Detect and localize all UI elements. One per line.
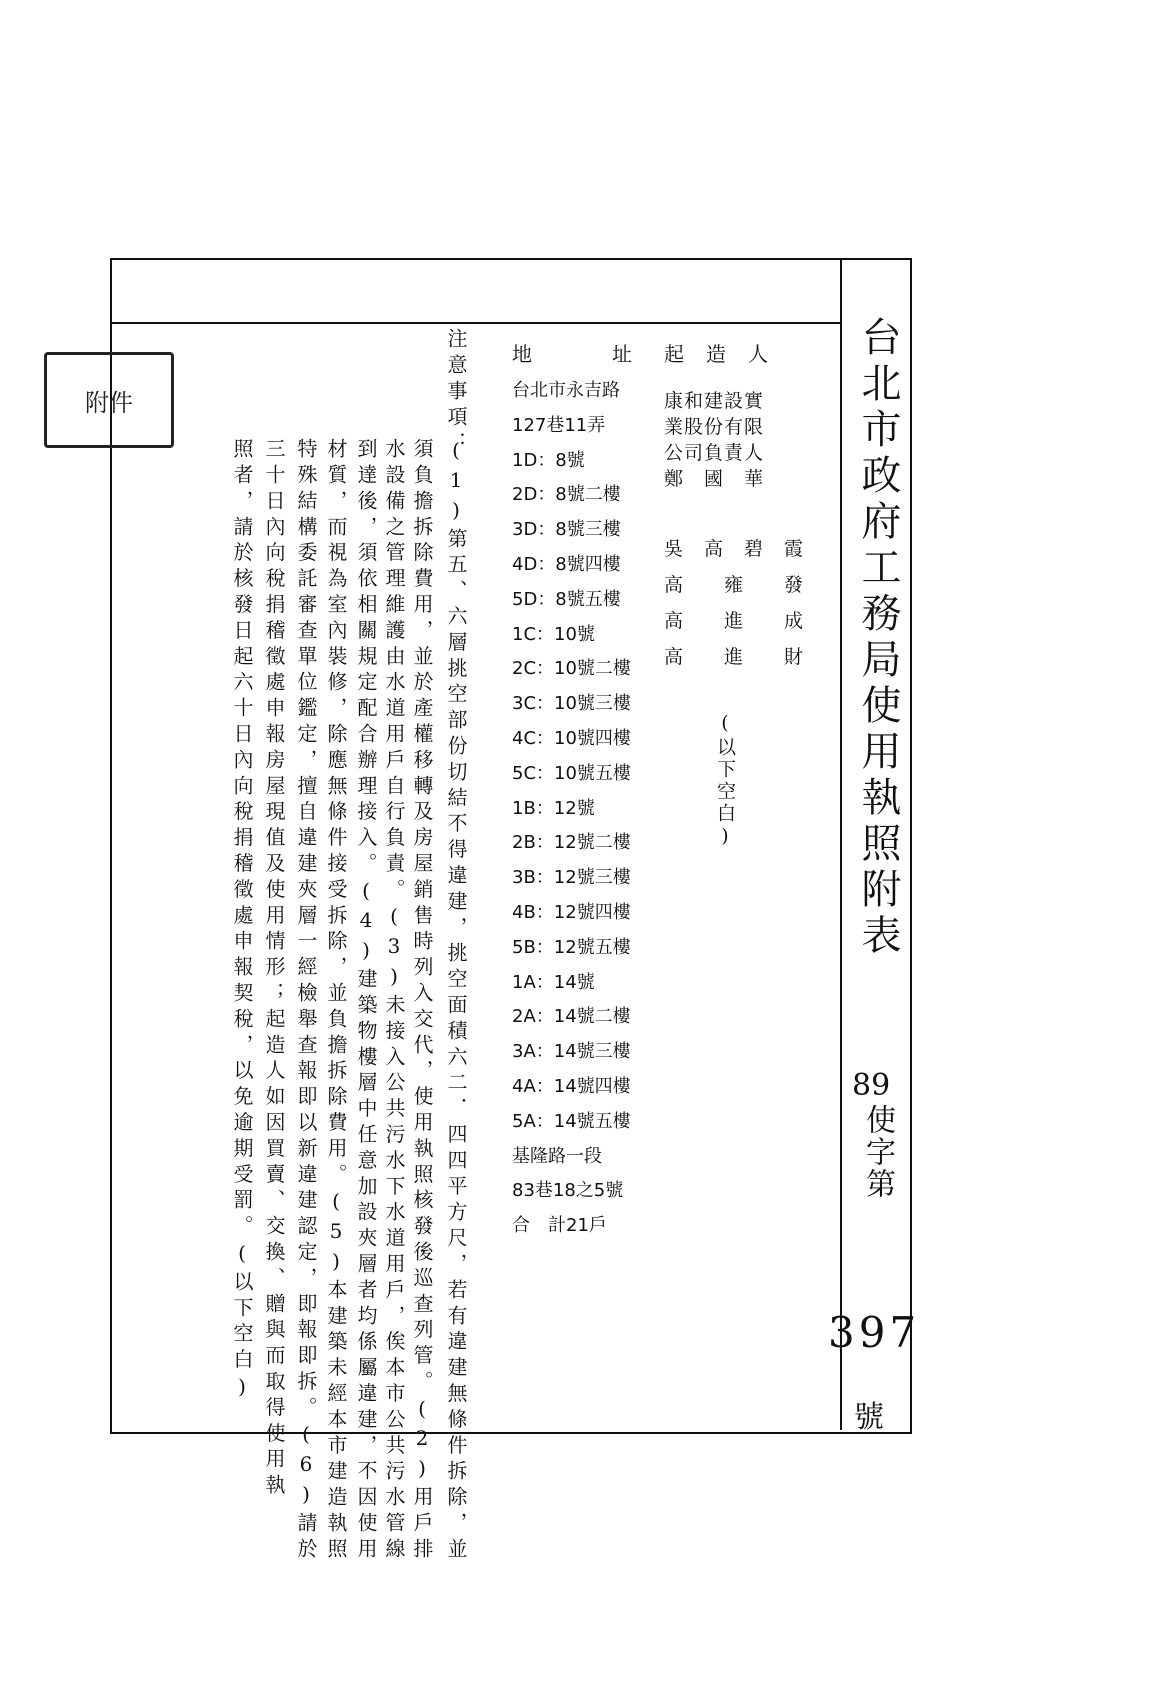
address-row: 5B：12號五樓 (512, 936, 631, 958)
address-row: 4B：12號四樓 (512, 902, 631, 923)
notes-column-8: 照者，請於核發日起六十日內向稅捐稽徵處申報契稅，以免逾期受罰。(以下空白) (230, 438, 254, 1405)
notes-column-1: (1)第五、六層挑空部份切結不得違建，挑空面積六二．四四平方尺，若有違建無條件拆除，並 (444, 438, 468, 1564)
header-row-divider (112, 322, 840, 324)
stamp-text: 附件 (85, 388, 133, 417)
address-row: 4C：10號四樓 (512, 728, 631, 749)
address-row: 3B：12號三樓 (512, 867, 631, 889)
applicant-header: 起造人 (664, 342, 790, 366)
applicant-name-line-7: 高 進 成 (664, 610, 805, 632)
address-row: 5D：8號五樓 (512, 588, 621, 610)
license-suffix: 號 (854, 1400, 884, 1435)
address-header-left: 地 (512, 342, 532, 366)
address-row: 基隆路一段 (512, 1145, 602, 1167)
address-row: 2D：8號二樓 (512, 484, 621, 506)
address-row: 83巷18之5號 (512, 1180, 624, 1202)
document-title: 台北市政府工務局使用執照附表 (855, 316, 901, 960)
applicant-name-line-1: 康和建設實 (664, 390, 765, 412)
applicant-name-line-5: 吳 高 碧 霞 (664, 538, 805, 560)
title-column-divider (840, 260, 842, 1430)
official-stamp (44, 352, 174, 448)
applicant-name-line-8: 高 進 財 (664, 646, 805, 668)
notes-column-2: 須負擔拆除費用，並於產權移轉及房屋銷售時列入交代，使用執照核發後巡查列管。(2)用戶排 (410, 438, 434, 1564)
address-row: 台北市永吉路 (512, 380, 620, 401)
address-row: 127巷11弄 (512, 414, 606, 436)
address-row: 3C：10號三樓 (512, 693, 631, 715)
address-row: 4D：8號四樓 (512, 554, 621, 575)
address-header-right: 址 (612, 342, 632, 366)
address-row: 1C：10號 (512, 623, 595, 645)
notes-column-6: 特殊結構委託審查單位鑑定，擅自違建夾層一經檢舉查報即以新違建認定，即報即拆。(6)請於 (294, 438, 318, 1564)
address-row: 合 計21戶 (512, 1215, 607, 1237)
address-row: 5C：10號五樓 (512, 762, 631, 784)
notes-heading: 注意事項： (444, 328, 468, 458)
address-row: 4A：14號四樓 (512, 1076, 631, 1097)
license-number: 397 (828, 1308, 921, 1357)
applicant-name-line-4: 鄭 國 華 (664, 468, 765, 490)
notes-column-7: 三十日內向稅捐稽徵處申報房屋現值及使用情形；起造人如因買賣、交換、贈與而取得使用執 (262, 438, 286, 1500)
address-row: 1A：14號 (512, 971, 595, 993)
applicant-name-line-3: 公司負責人 (664, 442, 765, 464)
address-row: 2A：14號二樓 (512, 1006, 631, 1028)
applicant-name-line-6: 高 雍 發 (664, 574, 805, 596)
notes-column-4: 到達後，須依相關規定配合辦理接入。(4)建築物樓層中任意加設夾層者均係屬違建，不因使用 (354, 438, 378, 1564)
address-row: 5A：14號五樓 (512, 1110, 631, 1132)
address-row: 1D：8號 (512, 449, 585, 471)
notes-column-3: 水設備之管理維護由水道用戶自行負責。(3)未接入公共污水下水道用戶，俟本市公共污水管線 (382, 438, 406, 1564)
applicant-name-line-2: 業股份有限 (664, 416, 765, 438)
address-row: 1B：12號 (512, 797, 595, 819)
notes-column-5: 材質，而視為室內裝修，除應無條件接受拆除，並負擔拆除費用。(5)本建築未經本市建造執照 (324, 438, 348, 1564)
address-row: 3A：14號三樓 (512, 1041, 631, 1063)
license-year: 89 (852, 1068, 891, 1103)
license-type: 使字第 (860, 1104, 895, 1200)
address-row: 2C：10號二樓 (512, 658, 631, 680)
address-row: 2B：12號二樓 (512, 832, 631, 854)
applicant-blank-note: (以下空白) (714, 712, 736, 850)
address-row: 3D：8號三樓 (512, 519, 621, 541)
